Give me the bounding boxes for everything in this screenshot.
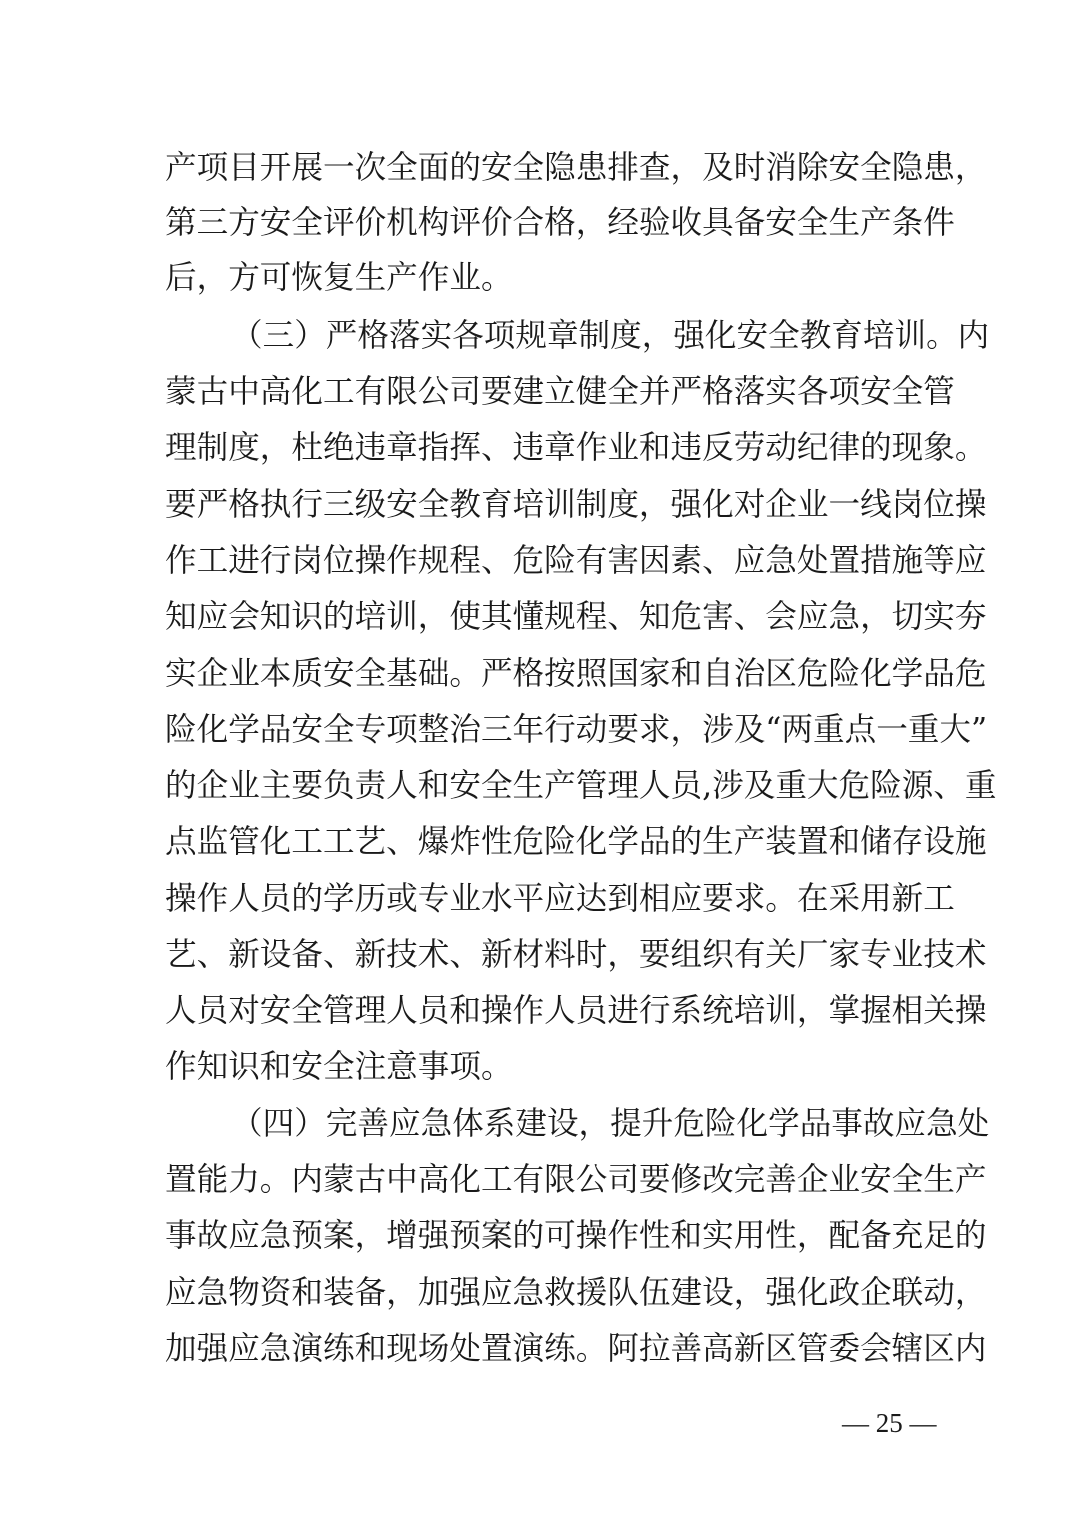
text-line: 实企业本质安全基础。严格按照国家和自治区危险化学品危 bbox=[165, 656, 987, 692]
section-heading-line: （四）完善应急体系建设，提升危险化学品事故应急处 bbox=[231, 1106, 990, 1142]
text-line: 加强应急演练和现场处置演练。阿拉善高新区管委会辖区内 bbox=[165, 1331, 987, 1367]
text-line: 理制度，杜绝违章指挥、违章作业和违反劳动纪律的现象。 bbox=[165, 430, 987, 466]
text-line: 第三方安全评价机构评价合格，经验收具备安全生产条件 bbox=[165, 205, 955, 241]
section-heading-line: （三）严格落实各项规章制度，强化安全教育培训。内 bbox=[231, 318, 990, 354]
text-line: 点监管化工工艺、爆炸性危险化学品的生产装置和储存设施 bbox=[165, 824, 987, 860]
text-line: 知应会知识的培训，使其懂规程、知危害、会应急，切实夯 bbox=[165, 599, 987, 635]
text-line: 置能力。内蒙古中高化工有限公司要修改完善企业安全生产 bbox=[165, 1162, 987, 1198]
text-line: 操作人员的学历或专业水平应达到相应要求。在采用新工 bbox=[165, 881, 955, 917]
text-line: 险化学品安全专项整治三年行动要求，涉及“两重点一重大” bbox=[165, 712, 988, 748]
text-line: 蒙古中高化工有限公司要建立健全并严格落实各项安全管 bbox=[165, 374, 955, 410]
text-line: 作工进行岗位操作规程、危险有害因素、应急处置措施等应 bbox=[165, 543, 987, 579]
text-line: 人员对安全管理人员和操作人员进行系统培训，掌握相关操 bbox=[165, 993, 987, 1029]
page-number: — 25 — bbox=[842, 1408, 937, 1438]
text-line: 产项目开展一次全面的安全隐患排查，及时消除安全隐患， bbox=[165, 150, 987, 186]
text-line: 要严格执行三级安全教育培训制度，强化对企业一线岗位操 bbox=[165, 487, 987, 523]
text-line: 应急物资和装备，加强应急救援队伍建设，强化政企联动， bbox=[165, 1275, 987, 1311]
text-line: 后，方可恢复生产作业。 bbox=[165, 260, 513, 296]
text-line: 作知识和安全注意事项。 bbox=[165, 1049, 513, 1085]
text-line: 艺、新设备、新技术、新材料时，要组织有关厂家专业技术 bbox=[165, 937, 987, 973]
text-line: 的企业主要负责人和安全生产管理人员,涉及重大危险源、重 bbox=[165, 768, 997, 804]
text-line: 事故应急预案，增强预案的可操作性和实用性，配备充足的 bbox=[165, 1218, 987, 1254]
